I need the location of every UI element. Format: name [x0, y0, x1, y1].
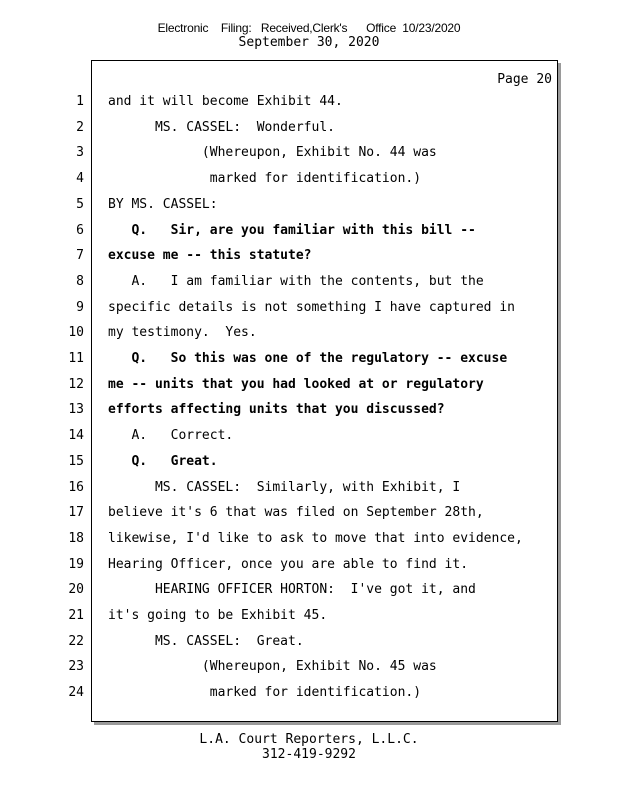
line-number: 24 [68, 685, 84, 701]
filing-stamp: Electronic Filing: Received,Clerk's Office 10/23/2020 [157, 21, 461, 35]
line-text: A. I am familiar with the contents, but the [108, 273, 484, 289]
line-text: BY MS. CASSEL: [108, 196, 218, 212]
transcript-line [0, 477, 618, 499]
transcript-line [0, 682, 618, 704]
line-number: 6 [76, 222, 84, 238]
line-text: excuse me -- this statute? [108, 248, 312, 264]
line-number: 14 [68, 428, 84, 444]
line-text: (Whereupon, Exhibit No. 44 was [108, 145, 437, 161]
line-number: 11 [68, 351, 84, 366]
line-number: 1 [76, 94, 84, 109]
line-number: 19 [68, 556, 84, 572]
line-text: my testimony. Yes. [108, 325, 257, 341]
line-text: MS. CASSEL: Wonderful. [108, 119, 335, 135]
line-text: likewise, I'd like to ask to move that into evidence, [108, 530, 523, 546]
page-number: Page 20 [497, 72, 552, 87]
transcript-line [0, 322, 618, 344]
line-number: 4 [76, 171, 84, 187]
transcript-line [0, 399, 618, 421]
line-text: Q. So this was one of the regulatory -- excuse [108, 351, 508, 366]
line-number: 10 [68, 325, 84, 341]
transcript-line [0, 579, 618, 601]
transcript-line [0, 605, 618, 627]
line-number: 20 [68, 582, 84, 598]
line-text: specific details is not something I have captured in [108, 299, 515, 315]
line-number: 16 [68, 479, 84, 495]
line-number: 8 [76, 273, 84, 289]
footer-company: L.A. Court Reporters, L.L.C. [199, 732, 419, 747]
line-text: efforts affecting units that you discussed? [108, 402, 445, 418]
transcript-line [0, 271, 618, 293]
line-number: 13 [68, 402, 84, 418]
line-text: marked for identification.) [108, 171, 422, 187]
line-text: me -- units that you had looked at or regulatory [108, 376, 484, 392]
line-number: 3 [76, 145, 84, 161]
transcript-line [0, 91, 618, 113]
transcript-date: September 30, 2020 [238, 35, 380, 50]
footer-phone: 312-419-9292 [262, 747, 356, 762]
transcript-line [0, 297, 618, 319]
line-text: MS. CASSEL: Great. [108, 633, 304, 649]
line-number: 23 [68, 659, 84, 675]
line-text: and it will become Exhibit 44. [108, 94, 343, 109]
transcript-line [0, 194, 618, 216]
line-number: 9 [76, 299, 84, 315]
line-number: 5 [76, 196, 84, 212]
line-number: 22 [68, 633, 84, 649]
line-text: believe it's 6 that was filed on September 28th, [108, 505, 484, 521]
transcript-line [0, 245, 618, 267]
line-text: MS. CASSEL: Similarly, with Exhibit, I [108, 479, 461, 495]
line-number: 12 [68, 376, 84, 392]
line-number: 17 [68, 505, 84, 521]
line-number: 2 [76, 119, 84, 135]
line-number: 21 [68, 608, 84, 623]
line-text: HEARING OFFICER HORTON: I've got it, and [108, 582, 476, 598]
line-text: (Whereupon, Exhibit No. 45 was [108, 659, 437, 675]
transcript-line [0, 142, 618, 164]
transcript-line [0, 554, 618, 576]
transcript-line [0, 117, 618, 139]
transcript-line [0, 168, 618, 190]
transcript-line [0, 502, 618, 524]
line-number: 7 [76, 248, 84, 264]
line-number: 15 [68, 453, 84, 469]
transcript-line [0, 528, 618, 550]
transcript-line [0, 374, 618, 396]
transcript-line [0, 425, 618, 447]
line-number: 18 [68, 530, 84, 546]
line-text: it's going to be Exhibit 45. [108, 608, 328, 623]
line-text: A. Correct. [108, 428, 234, 444]
line-text: Hearing Officer, once you are able to find it. [108, 556, 469, 572]
transcript-line [0, 656, 618, 678]
transcript-line [0, 631, 618, 653]
transcript-line [0, 348, 618, 370]
transcript-line [0, 220, 618, 242]
line-text: marked for identification.) [108, 685, 422, 701]
line-text: Q. Great. [108, 453, 218, 469]
line-text: Q. Sir, are you familiar with this bill -- [108, 222, 476, 238]
transcript-line [0, 451, 618, 473]
